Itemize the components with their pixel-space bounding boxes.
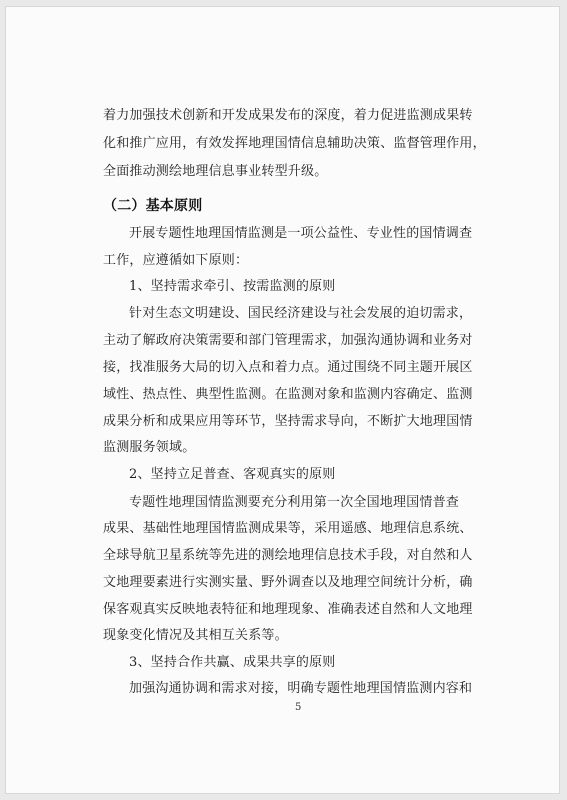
principle-1-line-6: 监测服务领域。 [103, 440, 196, 455]
principle-2-line-2: 成果、基础性地理国情监测成果等，采用遥感、地理信息系统、 [103, 521, 473, 536]
intro-line-3: 全面推动测绘地理信息事业转型升级。 [103, 164, 328, 179]
intro-line-1: 着力加强技术创新和开发成果发布的深度，着力促进监测成果转 [103, 108, 473, 123]
principle-3-title: 3、坚持合作共赢、成果共享的原则 [129, 655, 336, 670]
principle-1-line-1: 针对生态文明建设、国民经济建设与社会发展的迫切需求， [129, 306, 473, 321]
intro-line-2: 化和推广应用，有效发挥地理国情信息辅助决策、监督管理作用， [103, 136, 486, 151]
principle-1-title: 1、坚持需求牵引、按需监测的原则 [129, 279, 336, 294]
section-intro-line-2: 工作，应遵循如下原则： [103, 253, 249, 268]
principle-1-line-5: 成果分析和成果应用等环节，坚持需求导向，不断扩大地理国情 [103, 414, 473, 429]
principle-2-line-1: 专题性地理国情监测要充分利用第一次全国地理国情普查 [129, 495, 460, 510]
section-intro-line-1: 开展专题性地理国情监测是一项公益性、专业性的国情调查 [129, 226, 473, 241]
principle-2-line-5: 保客观真实反映地表特征和地理现象、准确表述自然和人文地理 [103, 602, 473, 617]
principle-2-line-6: 现象变化情况及其相互关系等。 [103, 628, 288, 643]
document-page [5, 6, 560, 794]
principle-1-line-3: 接，找准服务大局的切入点和着力点。通过围绕不同主题开展区 [103, 360, 473, 375]
principle-1-line-4: 域性、热点性、典型性监测。在监测对象和监测内容确定、监测 [103, 387, 473, 402]
principle-2-line-4: 文地理要素进行实测实量、野外调查以及地理空间统计分析，确 [103, 575, 473, 590]
principle-2-line-3: 全球导航卫星系统等先进的测绘地理信息技术手段，对自然和人 [103, 548, 473, 563]
section-heading: （二）基本原则 [103, 198, 203, 214]
principle-3-line-1: 加强沟通协调和需求对接，明确专题性地理国情监测内容和 [129, 681, 473, 696]
principle-1-line-2: 主动了解政府决策需要和部门管理需求，加强沟通协调和业务对 [103, 333, 473, 348]
principle-2-title: 2、坚持立足普查、客观真实的原则 [129, 467, 336, 482]
page-number: 5 [295, 702, 302, 713]
